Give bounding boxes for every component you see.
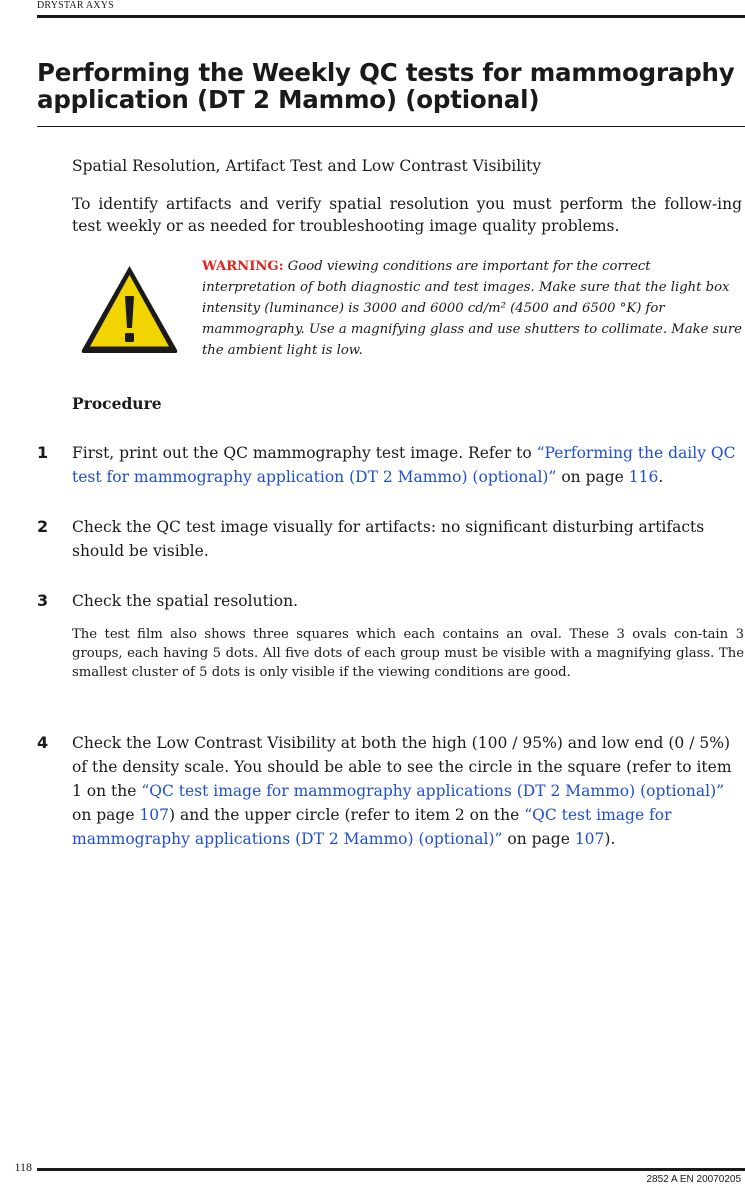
warning-text: Good viewing conditions are important for the correct interpretation of both diagnostic and test images. Make sure that the light box intensity (luminance) is 3000 and 6000 cd/m² (4500 and 6500 °K) for mammography. Use a magnifying glass and use shutters to collimate. Make sure the ambient light is low. (202, 259, 742, 358)
procedure-heading: Procedure (72, 394, 162, 413)
step-number-2: 2 (37, 517, 49, 536)
step-1-text-before: First, print out the QC mammography test image. Refer to (72, 444, 537, 462)
warning-triangle-icon (78, 262, 181, 356)
footer-rule (37, 1168, 745, 1171)
section-subtitle: Spatial Resolution, Artifact Test and Low Contrast Visibility (72, 157, 542, 175)
step-4-text-mid-3: on page (502, 830, 575, 848)
step-4-text-after: ). (604, 830, 616, 848)
page-number: 118 (14, 1160, 32, 1174)
step-1-link[interactable]: “Performing the daily QC test for mammography application (DT 2 Mammo) (optional)” (72, 444, 736, 486)
step-1-page-link[interactable]: 116 (628, 468, 659, 486)
step-2-text: Check the QC test image visually for artifacts: no significant disturbing artifacts should be visible. (72, 518, 705, 560)
step-3-text: Check the spatial resolution. (72, 592, 298, 610)
step-1-text-mid: on page (556, 468, 629, 486)
warning-label: WARNING: (202, 259, 284, 274)
step-number-1: 1 (37, 443, 49, 462)
header-rule (37, 15, 745, 18)
step-4-text-mid-2: ) and the upper circle (refer to item 2 on the (169, 806, 525, 824)
step-1-text-after: . (658, 468, 664, 486)
warning-note (202, 256, 742, 361)
step-4-link-2[interactable]: “QC test image for mammography applications (DT 2 Mammo) (optional)” (72, 806, 672, 848)
page-title: Performing the Weekly QC tests for mammography application (DT 2 Mammo) (optional) (37, 58, 735, 114)
step-4-page-link-2[interactable]: 107 (574, 830, 605, 848)
title-rule (37, 126, 745, 127)
step-number-3: 3 (37, 591, 49, 610)
step-4-text-before: Check the Low Contrast Visibility at both the high (100 / 95%) and low end (0 / 5%) of the density scale. You should be able to see the circle in the square (refer to item 1 on the (72, 734, 732, 800)
step-4-text (72, 731, 744, 851)
intro-paragraph: To identify artifacts and verify spatial resolution you must perform the follow-ing test weekly or as needed for troubleshooting image quality problems. (72, 195, 742, 235)
step-4-link-1[interactable]: “QC test image for mammography applications (DT 2 Mammo) (optional)” (141, 782, 725, 800)
document-code: 2852 A EN 20070205 (646, 1174, 741, 1185)
step-4-page-link-1[interactable]: 107 (139, 806, 170, 824)
running-header: DRYSTAR AXYS (37, 0, 114, 11)
step-4-text-mid-1: on page (72, 806, 140, 824)
step-1-text (72, 441, 744, 489)
step-number-4: 4 (37, 733, 49, 752)
step-3-note: The test film also shows three squares which each contains an oval. These 3 ovals con-tain 3 groups, each having 5 dots. All five dots of each group must be visible with a magnifying glass. The smallest cluster of 5 dots is only visible if the viewing conditions are good. (72, 627, 744, 680)
